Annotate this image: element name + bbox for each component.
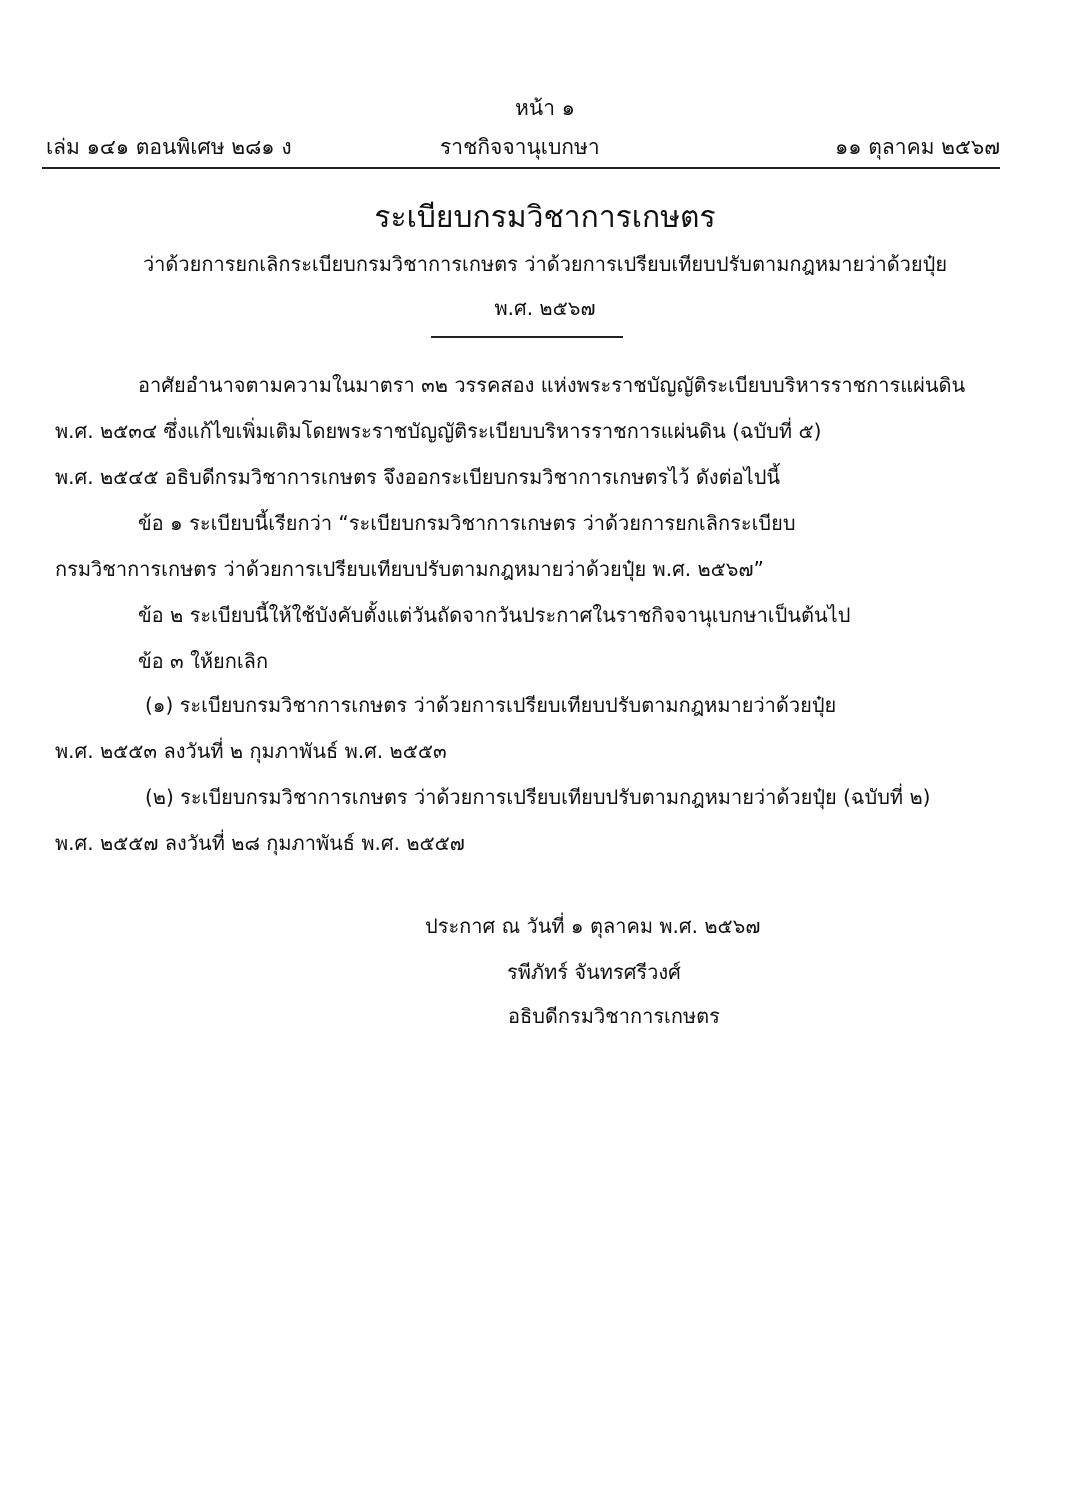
clause-2: ข้อ ๒ ระเบียบนี้ให้ใช้บังคับตั้งแต่วันถัดจากวันประกาศในราชกิจจานุเบกษาเป็นต้นไป [138, 603, 851, 627]
title-divider [431, 336, 623, 338]
preamble-line-3: พ.ศ. ๒๕๔๕ อธิบดีกรมวิชาการเกษตร จึงออกระเบียบกรมวิชาการเกษตรไว้ ดังต่อไปนี้ [55, 465, 781, 489]
document-year: พ.ศ. ๒๕๖๗ [494, 296, 596, 320]
preamble-line-1: อาศัยอำนาจตามความในมาตรา ๓๒ วรรคสอง แห่งพระราชบัญญัติระเบียบบริหารราชการแผ่นดิน [138, 373, 966, 397]
publication-name: ราชกิจจานุเบกษา [440, 135, 600, 159]
page-number: หน้า ๑ [515, 96, 575, 120]
publication-date: ๑๑ ตุลาคม ๒๕๖๗ [834, 135, 1000, 159]
clause-3: ข้อ ๓ ให้ยกเลิก [138, 649, 269, 673]
item-2-line-2: พ.ศ. ๒๕๕๗ ลงวันที่ ๒๘ กุมภาพันธ์ พ.ศ. ๒๕๕๗ [55, 831, 465, 855]
volume-info: เล่ม ๑๔๑ ตอนพิเศษ ๒๘๑ ง [46, 135, 292, 159]
announcement-date: ประกาศ ณ วันที่ ๑ ตุลาคม พ.ศ. ๒๕๖๗ [425, 914, 761, 938]
clause-1-line-1: ข้อ ๑ ระเบียบนี้เรียกว่า “ระเบียบกรมวิชาการเกษตร ว่าด้วยการยกเลิกระเบียบ [138, 511, 796, 535]
document-subtitle: ว่าด้วยการยกเลิกระเบียบกรมวิชาการเกษตร ว่าด้วยการเปรียบเทียบปรับตามกฎหมายว่าด้วยปุ๋ย [142, 252, 948, 276]
signatory-position: อธิบดีกรมวิชาการเกษตร [508, 1004, 720, 1028]
signatory-name: รพีภัทร์ จันทรศรีวงศ์ [507, 960, 681, 984]
item-1-line-1: (๑) ระเบียบกรมวิชาการเกษตร ว่าด้วยการเปรียบเทียบปรับตามกฎหมายว่าด้วยปุ๋ย [145, 693, 837, 717]
item-2-line-1: (๒) ระเบียบกรมวิชาการเกษตร ว่าด้วยการเปรียบเทียบปรับตามกฎหมายว่าด้วยปุ๋ย (ฉบับที่ ๒) [145, 785, 931, 809]
header-divider [42, 167, 1000, 169]
document-title: ระเบียบกรมวิชาการเกษตร [374, 200, 716, 235]
preamble-line-2: พ.ศ. ๒๕๓๔ ซึ่งแก้ไขเพิ่มเติมโดยพระราชบัญญัติระเบียบบริหารราชการแผ่นดิน (ฉบับที่ ๕) [55, 419, 822, 443]
clause-1-line-2: กรมวิชาการเกษตร ว่าด้วยการเปรียบเทียบปรับตามกฎหมายว่าด้วยปุ๋ย พ.ศ. ๒๕๖๗” [55, 557, 764, 581]
item-1-line-2: พ.ศ. ๒๕๕๓ ลงวันที่ ๒ กุมภาพันธ์ พ.ศ. ๒๕๕๓ [55, 739, 447, 763]
